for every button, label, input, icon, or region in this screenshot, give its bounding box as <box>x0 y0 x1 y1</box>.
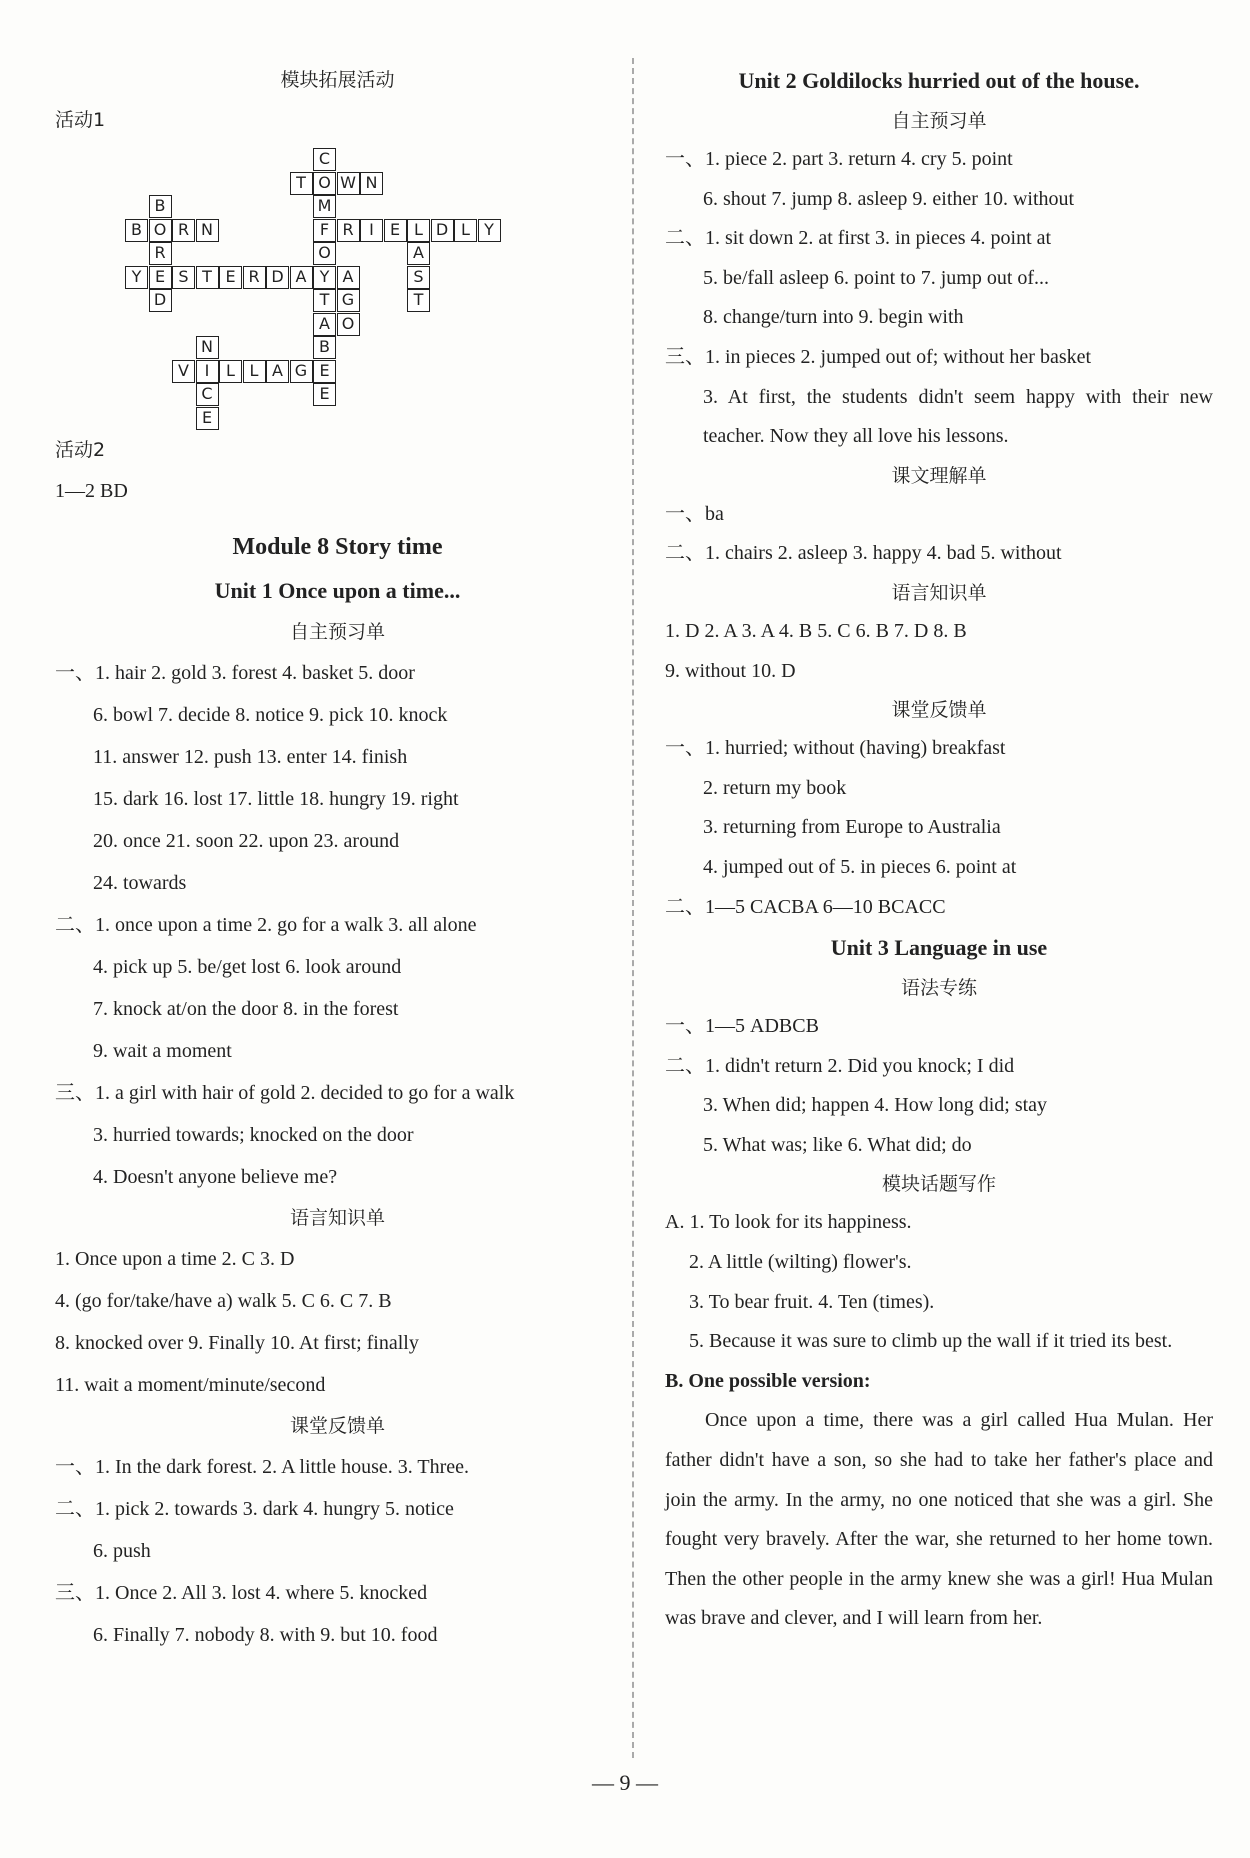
answer-line: 24. towards <box>93 872 187 894</box>
answer-paragraph: 5. Because it was sure to climb up the wall if it tried its best. <box>689 1330 1173 1353</box>
crossword-cell: Y <box>125 266 148 289</box>
answer-line: 9. without 10. D <box>665 659 796 682</box>
answer-line: 3. hurried towards; knocked on the door <box>93 1124 414 1146</box>
answer-line: 6. push <box>93 1540 151 1562</box>
answer-line: 3. To bear fruit. 4. Ten (times). <box>689 1290 935 1313</box>
crossword-cell: E <box>384 219 407 242</box>
answer-line: 一、1. piece 2. part 3. return 4. cry 5. point <box>665 148 1013 170</box>
answer-line: 7. knock at/on the door 8. in the forest <box>93 998 399 1020</box>
answer-line: 4. (go for/take/have a) walk 5. C 6. C 7. B <box>55 1290 392 1312</box>
crossword-cell: C <box>196 383 219 406</box>
crossword-cell: R <box>337 219 360 242</box>
answer-line: 6. Finally 7. nobody 8. with 9. but 10. food <box>93 1624 438 1646</box>
crossword-cell: N <box>196 219 219 242</box>
answer-line: 一、1. hurried; without (having) breakfast <box>665 737 1006 760</box>
crossword-cell: E <box>196 407 219 430</box>
crossword-cell: A <box>290 266 313 289</box>
answer-line: 5. What was; like 6. What did; do <box>703 1133 972 1156</box>
answer-line: 3. When did; happen 4. How long did; stay <box>703 1094 1048 1117</box>
answer-line: 11. answer 12. push 13. enter 14. finish <box>93 746 408 768</box>
crossword-cell: D <box>431 219 454 242</box>
crossword-cell: I <box>196 360 219 383</box>
crossword-cell: N <box>196 336 219 359</box>
text-title: 课文理解单 <box>891 464 987 487</box>
crossword-cell: L <box>407 219 430 242</box>
crossword-cell: B <box>125 219 148 242</box>
answer-line: 二、1. pick 2. towards 3. dark 4. hungry 5. notice <box>55 1498 454 1520</box>
crossword-cell: O <box>313 242 336 265</box>
answer-line: 8. change/turn into 9. begin with <box>703 306 964 329</box>
crossword-cell: M <box>313 195 336 218</box>
answer-line: 二、1. sit down 2. at first 3. in pieces 4. point at <box>665 227 1052 250</box>
crossword-cell: C <box>313 148 336 171</box>
crossword-cell: R <box>172 219 195 242</box>
crossword-cell: L <box>243 360 266 383</box>
crossword-cell: O <box>337 313 360 336</box>
unit3-title: Unit 3 Language in use <box>830 935 1048 961</box>
crossword-cell: I <box>360 219 383 242</box>
crossword-cell: Y <box>313 266 336 289</box>
crossword-cell: S <box>407 266 430 289</box>
crossword-cell: F <box>313 219 336 242</box>
preview-title: 自主预习单 <box>891 110 987 132</box>
unit1-title: Unit 1 Once upon a time... <box>214 578 461 603</box>
answer-line: 三、1. Once 2. All 3. lost 4. where 5. knocked <box>55 1582 428 1604</box>
answer-line: 6. shout 7. jump 8. asleep 9. either 10. without <box>703 187 1075 210</box>
crossword-cell: O <box>149 219 172 242</box>
crossword-grid <box>55 140 620 430</box>
answer-line: 11. wait a moment/minute/second <box>55 1374 326 1396</box>
crossword-cell: D <box>266 266 289 289</box>
answer-line: 3. returning from Europe to Australia <box>703 816 1001 839</box>
answer-line: 5. be/fall asleep 6. point to 7. jump out of... <box>703 266 1050 289</box>
crossword-cell: W <box>337 172 360 195</box>
crossword-cell: E <box>219 266 242 289</box>
preview-title: 自主预习单 <box>289 621 385 643</box>
answer-line: 2. A little (wilting) flower's. <box>689 1251 912 1274</box>
answer-line: 15. dark 16. lost 17. little 18. hungry 19. right <box>93 788 459 810</box>
left-column <box>55 60 620 1656</box>
crossword-cell: L <box>454 219 477 242</box>
grammar-title: 语法专练 <box>900 977 977 1000</box>
answer-line: 9. wait a moment <box>93 1040 232 1062</box>
essay-paragraph: Once upon a time, there was a girl called Hua Mulan. Her father didn't have a son, so she had to take her father's place and join the army. In the army, no one noticed that she was a girl. She fought very bravely. After the war, she returned to her home town. Then the other people in the army knew she was a girl! Hua Mulan was brave and clever, and I will learn from her. <box>665 1409 1213 1630</box>
answer-line: 1. D 2. A 3. A 4. B 5. C 6. B 7. D 8. B <box>665 619 967 642</box>
crossword-cell: T <box>407 289 430 312</box>
answer-line: 4. pick up 5. be/get lost 6. look around <box>93 956 402 978</box>
crossword-cell: G <box>290 360 313 383</box>
answer-line: 一、1. hair 2. gold 3. forest 4. basket 5. door <box>55 662 415 684</box>
writing-title: 模块话题写作 <box>881 1173 996 1196</box>
answer-line: 4. jumped out of 5. in pieces 6. point at <box>703 855 1017 878</box>
crossword-cell: T <box>290 172 313 195</box>
crossword-cell: E <box>149 266 172 289</box>
lang-title: 语言知识单 <box>289 1207 385 1229</box>
crossword-cell: E <box>313 360 336 383</box>
crossword-cell: N <box>360 172 383 195</box>
version-title: B. One possible version: <box>665 1369 871 1392</box>
answer-line: 三、1. in pieces 2. jumped out of; without her basket <box>665 345 1092 368</box>
crossword-cell: A <box>313 313 336 336</box>
right-column <box>665 60 1213 1639</box>
answer-line: 一、1. In the dark forest. 2. A little house. 3. Three. <box>55 1456 469 1478</box>
answer-line: 二、1. didn't return 2. Did you knock; I did <box>665 1054 1015 1077</box>
feedback-title: 课堂反馈单 <box>289 1415 385 1437</box>
module-ext-title: 模块拓展活动 <box>280 69 395 91</box>
activity-1-label: 活动1 <box>55 109 106 131</box>
answer-line: 2. return my book <box>703 776 847 799</box>
column-divider <box>632 58 634 1758</box>
answer-line: 8. knocked over 9. Finally 10. At first; finally <box>55 1332 419 1354</box>
activity-2-label: 活动2 <box>55 439 106 461</box>
answer-line: 4. Doesn't anyone believe me? <box>93 1166 338 1188</box>
module-title: Module 8 Story time <box>232 534 443 560</box>
crossword-cell: S <box>172 266 195 289</box>
crossword-cell: T <box>313 289 336 312</box>
answer-line: 一、ba <box>665 502 724 525</box>
lang-title: 语言知识单 <box>891 581 987 604</box>
crossword-cell: G <box>337 289 360 312</box>
answer-line: 二、1—5 CACBA 6—10 BCACC <box>665 895 946 918</box>
crossword-cell: L <box>219 360 242 383</box>
activity-2-answer: 1—2 BD <box>55 480 128 502</box>
crossword-cell: A <box>337 266 360 289</box>
feedback-title: 课堂反馈单 <box>891 699 987 722</box>
crossword-cell: V <box>172 360 195 383</box>
answer-line: 20. once 21. soon 22. upon 23. around <box>93 830 400 852</box>
answer-line: A. 1. To look for its happiness. <box>665 1211 912 1234</box>
crossword-cell: R <box>149 242 172 265</box>
crossword-cell: D <box>149 289 172 312</box>
answer-line: 6. bowl 7. decide 8. notice 9. pick 10. knock <box>93 704 448 726</box>
answer-line: 二、1. once upon a time 2. go for a walk 3. all alone <box>55 914 477 936</box>
crossword-cell: Y <box>478 219 501 242</box>
crossword-cell: E <box>313 383 336 406</box>
crossword-cell: B <box>149 195 172 218</box>
crossword-cell: T <box>196 266 219 289</box>
answer-line: 二、1. chairs 2. asleep 3. happy 4. bad 5. without <box>665 542 1062 565</box>
answer-line: 1. Once upon a time 2. C 3. D <box>55 1248 295 1270</box>
crossword-cell: A <box>266 360 289 383</box>
page-number: — 9 — <box>592 1770 658 1795</box>
answer-line: 一、1—5 ADBCB <box>665 1015 819 1038</box>
unit2-title: Unit 2 Goldilocks hurried out of the house. <box>738 68 1140 93</box>
crossword-cell: R <box>243 266 266 289</box>
crossword-cell: A <box>407 242 430 265</box>
answer-paragraph: 3. At first, the students didn't seem happy with their new teacher. Now they all love his lessons. <box>703 385 1213 448</box>
crossword-cell: O <box>313 172 336 195</box>
answer-line: 三、1. a girl with hair of gold 2. decided to go for a walk <box>55 1082 515 1104</box>
crossword-cell: B <box>313 336 336 359</box>
